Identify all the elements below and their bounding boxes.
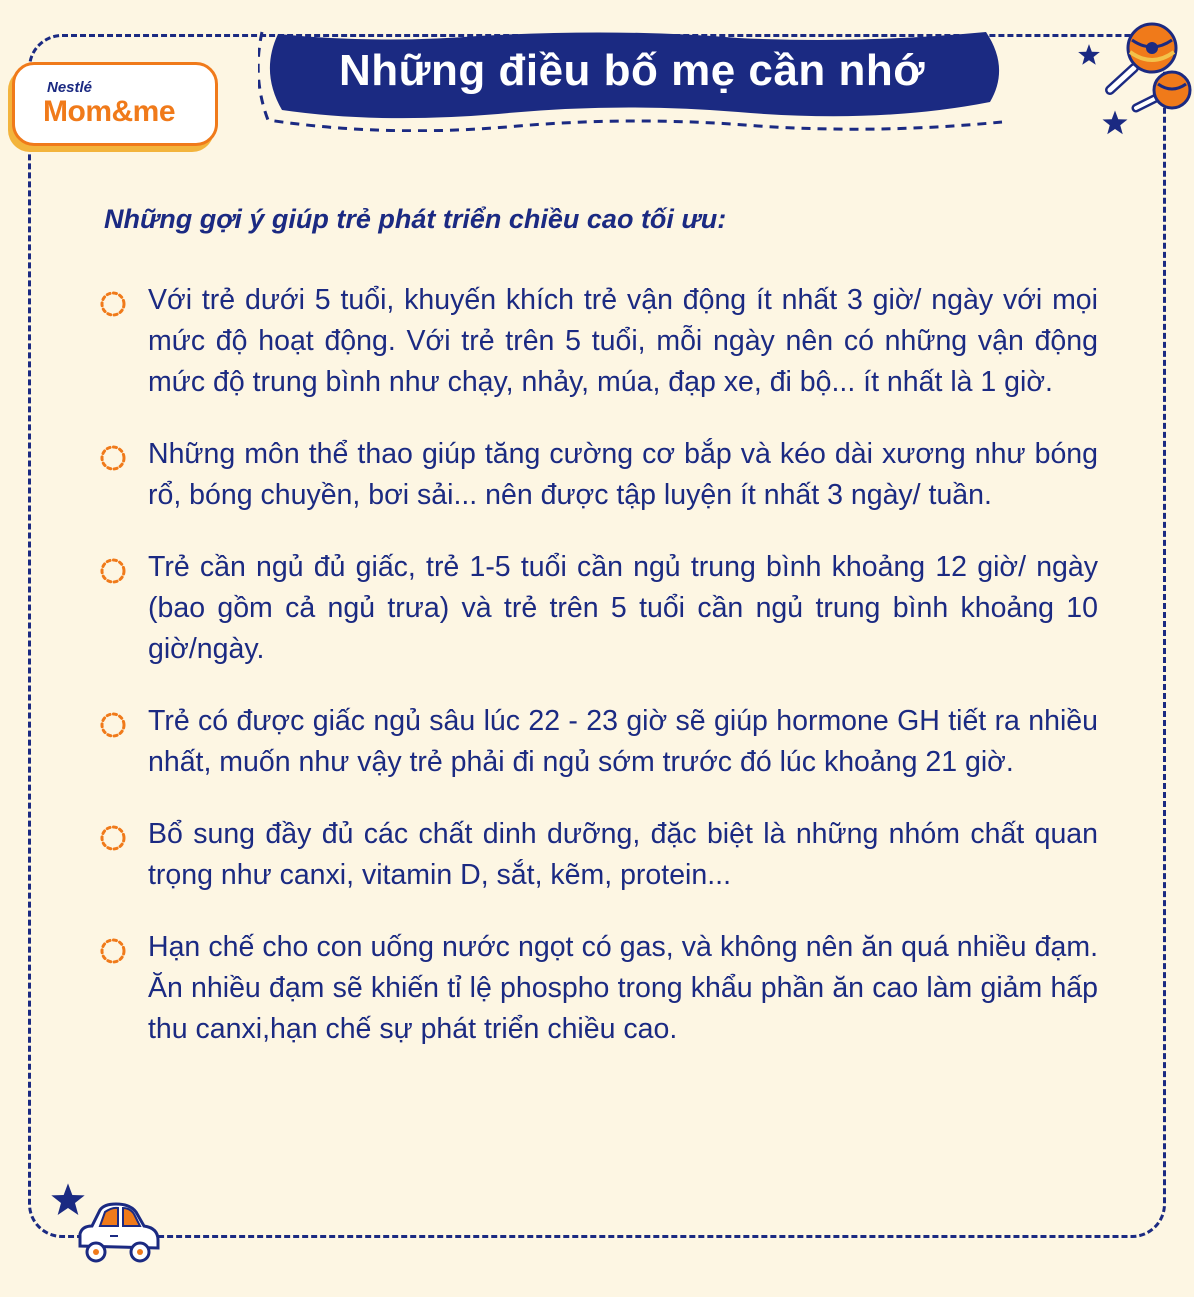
dotted-circle-icon	[98, 289, 128, 319]
tips-list	[98, 280, 1098, 1081]
logo-name: Mom&me	[43, 95, 176, 128]
dotted-circle-icon	[98, 936, 128, 966]
tip-text: Bổ sung đầy đủ các chất dinh dưỡng, đặc biệt là những nhóm chất quan trọng như canxi, vitamin D, sắt, kẽm, protein...	[148, 818, 1098, 891]
title-banner	[258, 28, 1006, 132]
list-item	[98, 701, 1098, 783]
list-item	[98, 280, 1098, 403]
tip-text: Trẻ cần ngủ đủ giấc, trẻ 1-5 tuổi cần ngủ trung bình khoảng 12 giờ/ ngày (bao gồm cả ngủ trưa) và trẻ trên 5 tuổi cần ngủ trung bình khoảng 10 giờ/ngày.	[148, 551, 1098, 665]
list-item	[98, 814, 1098, 896]
rattle-icon	[1100, 18, 1192, 120]
page-title: Những điều bố mẹ cần nhớ	[338, 46, 926, 95]
tip-text: Trẻ có được giấc ngủ sâu lúc 22 - 23 giờ sẽ giúp hormone GH tiết ra nhiều nhất, muốn như vậy trẻ phải đi ngủ sớm trước đó lúc khoảng 21 giờ.	[148, 705, 1098, 778]
dotted-circle-icon	[98, 823, 128, 853]
dotted-circle-icon	[98, 443, 128, 473]
star-icon	[1076, 42, 1102, 68]
list-item	[98, 547, 1098, 670]
list-item	[98, 434, 1098, 516]
tip-text: Với trẻ dưới 5 tuổi, khuyến khích trẻ vận động ít nhất 3 giờ/ ngày với mọi mức độ hoạt động. Với trẻ trên 5 tuổi, mỗi ngày nên có những vận động mức độ trung bình như chạy, nhảy, múa, đạp xe, đi bộ... ít nhất là 1 giờ.	[148, 284, 1098, 398]
section-heading: Những gợi ý giúp trẻ phát triển chiều cao tối ưu:	[104, 204, 727, 234]
nestle-momme-logo	[12, 62, 218, 146]
tip-text: Hạn chế cho con uống nước ngọt có gas, và không nên ăn quá nhiều đạm. Ăn nhiều đạm sẽ khiến tỉ lệ phospho trong khẩu phần ăn cao làm giảm hấp thu canxi,hạn chế sự phát triển chiều cao.	[148, 931, 1098, 1045]
list-item	[98, 927, 1098, 1050]
tip-text: Những môn thể thao giúp tăng cường cơ bắp và kéo dài xương như bóng rổ, bóng chuyền, bơi sải... nên được tập luyện ít nhất 3 ngày/ tuần.	[148, 438, 1098, 511]
logo-brand: Nestlé	[47, 79, 93, 96]
toy-car-icon	[72, 1202, 164, 1268]
dotted-circle-icon	[98, 710, 128, 740]
dotted-circle-icon	[98, 556, 128, 586]
